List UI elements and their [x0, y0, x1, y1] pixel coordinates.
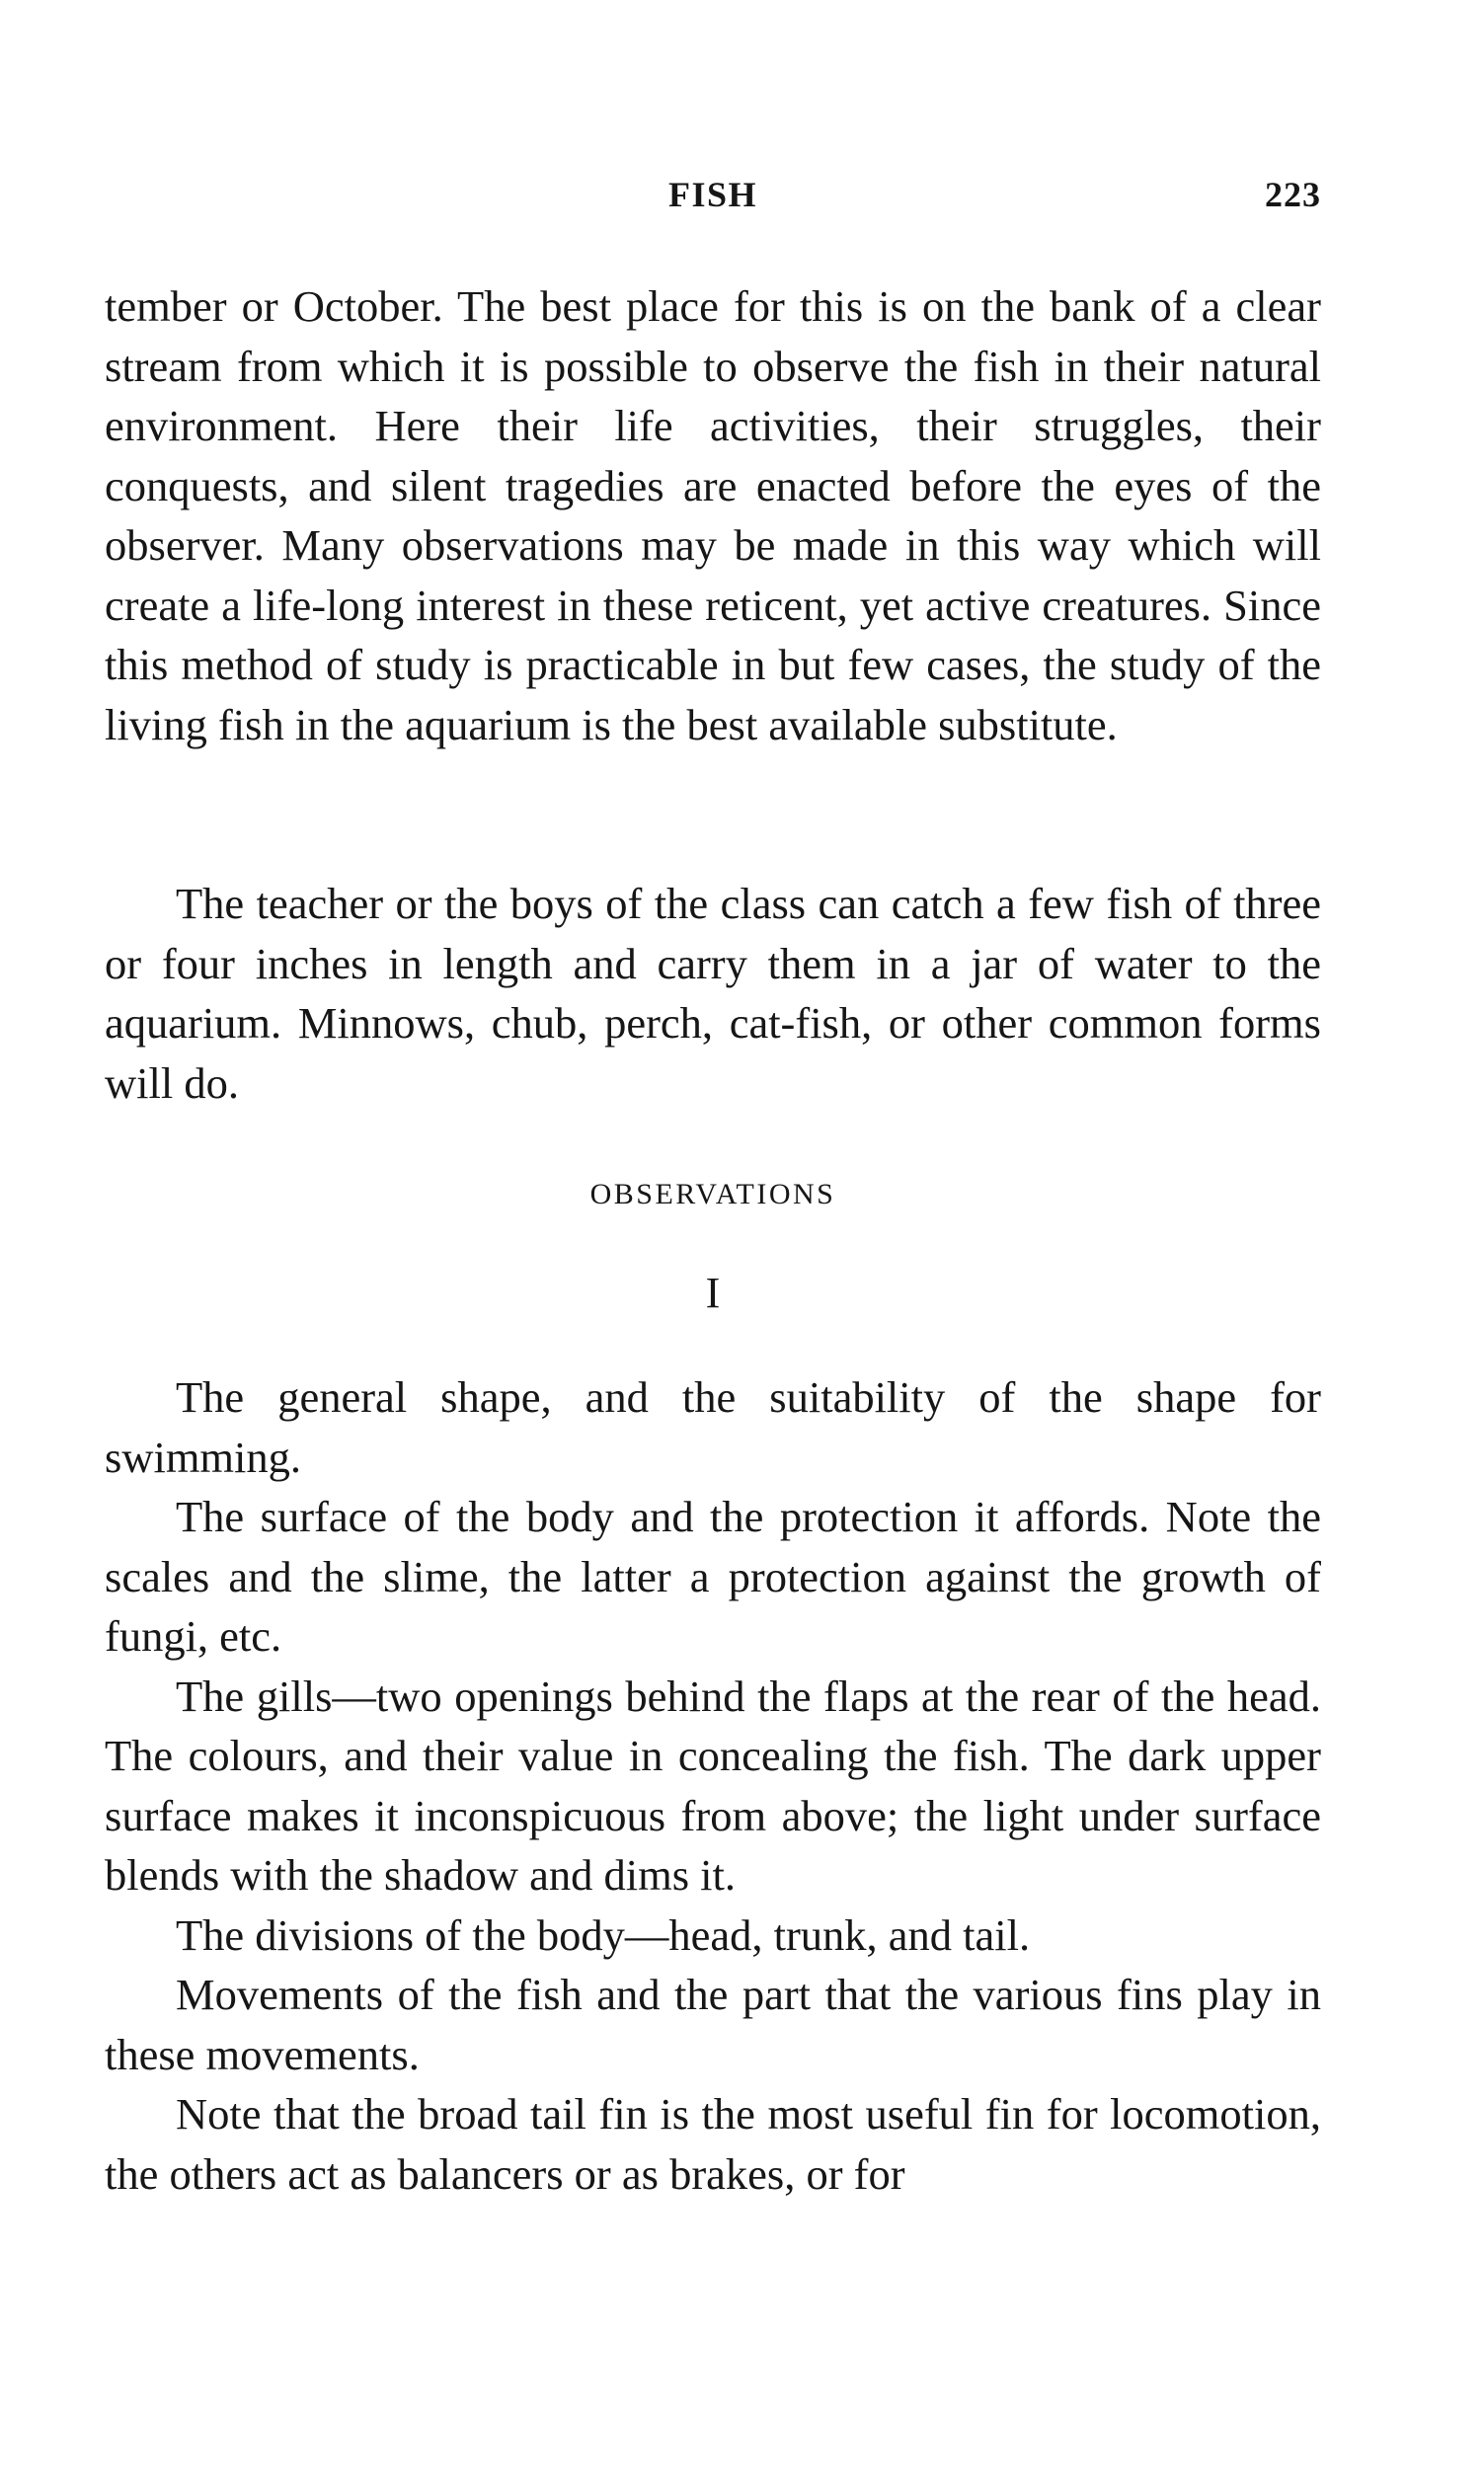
running-title: FISH [667, 175, 758, 214]
observations-list [105, 1367, 1321, 2204]
section-heading: OBSERVATIONS [589, 1178, 836, 1210]
observation-movements: Movements of the fish and the part that the various fins play in these movements. [105, 1970, 1321, 2079]
observation-surface: The surface of the body and the protection it affords. Note the scales and the slime, the latter a protection against the growth of fungi, etc. [105, 1492, 1321, 1661]
observation-gills: The gills—two openings behind the flaps at the rear of the head. The colours, and their value in concealing the fish. The dark upper surface makes it inconspicuous from above; the light under surface blends with the shadow and dims it. [105, 1671, 1321, 1900]
page-number: 223 [1265, 175, 1321, 214]
running-head [105, 174, 1321, 223]
paragraph-continuation: tember or October. The best place for this is on the bank of a clear stream from which it is possible to observe the fish in their natural environment. Here their life activities, their struggles, their conquests, and silent tragedies are enacted before the eyes of the observer. Many observations may be made in this way which will create a life-long interest in these reticent, yet active creatures. Since this method of study is practicable in but few cases, the study of the living fish in the aquarium is the best available substitute. [105, 281, 1321, 749]
observation-tail-fin: Note that the broad tail fin is the most useful fin for locomotion, the others act as balancers or as brakes, or for [105, 2089, 1321, 2199]
opening-paragraph [105, 276, 1321, 754]
observation-shape: The general shape, and the suitability of the shape for swimming. [105, 1372, 1321, 1482]
section-numeral: I [705, 1269, 721, 1317]
paragraph-catching-fish: The teacher or the boys of the class can catch a few fish of three or four inches in length and carry them in a jar of water to the aquarium. Minnows, chub, perch, cat-fish, or other common forms will do. [105, 879, 1321, 1108]
second-paragraph [105, 874, 1321, 1113]
observation-divisions: The divisions of the body—head, trunk, and tail. [176, 1909, 1031, 1960]
